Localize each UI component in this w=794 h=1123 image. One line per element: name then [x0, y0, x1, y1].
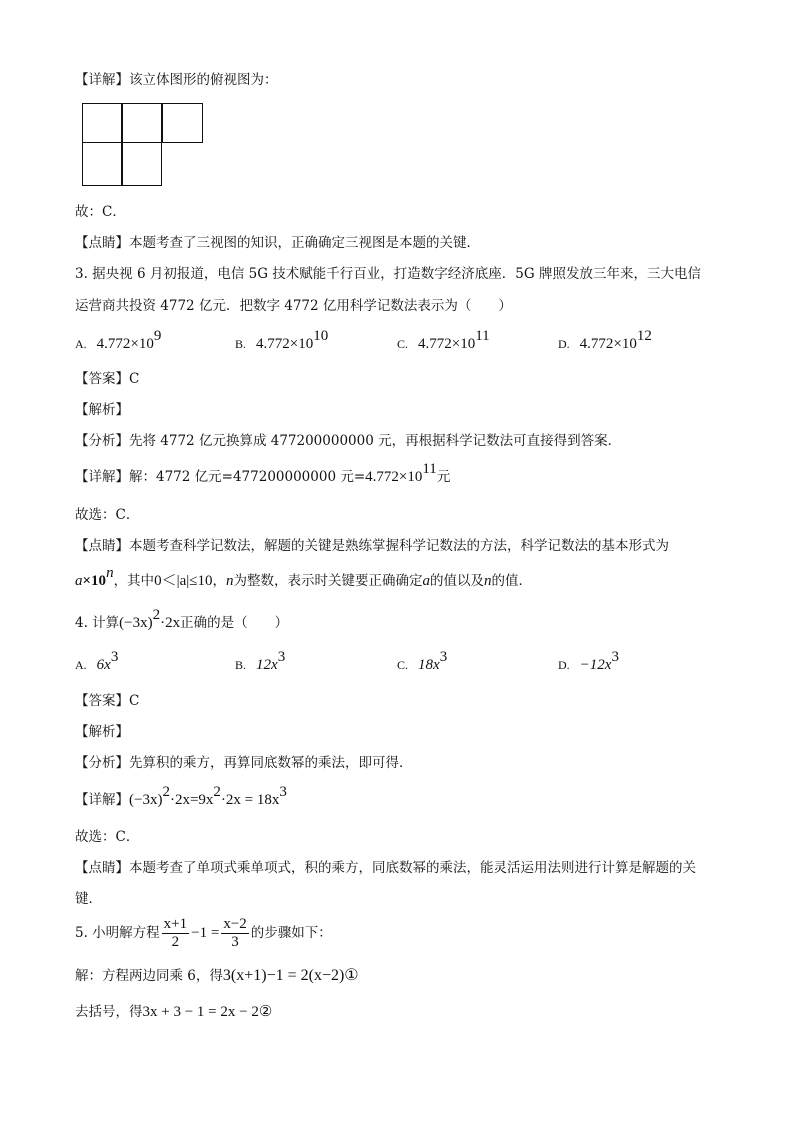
figure-cell: [82, 103, 122, 143]
q3-answer: 【答案】C: [75, 371, 140, 387]
option-exponent: 3: [439, 649, 448, 665]
detail-text: 【详解】解：4772 亿元=477200000000 元=: [75, 469, 366, 485]
option-value: 4.772×10: [579, 336, 637, 352]
q3-option-b: [235, 328, 329, 354]
q4-stem: [75, 607, 289, 633]
q3-answer-line: 故选：C．: [75, 507, 140, 523]
q4-analysis-heading: 【解析】: [75, 724, 129, 740]
q4-option-d: [558, 649, 619, 675]
q3-option-a: [75, 328, 162, 354]
option-exponent: 3: [110, 649, 119, 665]
detail-expr: ·2x=9x: [169, 792, 214, 808]
q5-stem: [75, 915, 332, 955]
inequality: 0＜|a|≤10: [154, 573, 213, 589]
q2-answer: 故：C．: [75, 204, 126, 220]
q2-detail: 【详解】该立体图形的俯视图为：: [75, 72, 278, 88]
q3-analysis: 【分析】先将 4772 亿元换算成 477200000000 元，再根据科学记数法可直接得到答案．: [75, 433, 622, 449]
fraction-right: [221, 916, 248, 951]
option-exponent: 10: [313, 328, 329, 344]
step-expr: 3(x+1)−1 = 2(x−2)①: [222, 967, 359, 984]
comment-text: 的值．: [491, 573, 532, 589]
var-a: a: [75, 573, 83, 589]
option-label: A.: [75, 337, 87, 351]
detail-expr: (−3x): [129, 792, 163, 808]
option-label: B.: [235, 337, 247, 351]
fraction-denominator: 3: [231, 934, 239, 950]
stem-text: 正确的是（ ）: [180, 615, 289, 631]
q4-answer-line: 故选：C．: [75, 829, 140, 845]
comment-text: ，其中: [113, 573, 155, 589]
option-value: −12x: [579, 657, 612, 673]
detail-exponent: 3: [279, 784, 287, 800]
top-view-figure: [82, 103, 206, 186]
figure-cell: [122, 142, 162, 186]
q4-comment-line2: 键．: [75, 891, 102, 907]
q3-comment-line1: 【点睛】本题考查科学记数法，解题的关键是熟练掌握科学记数法的方法，科学记数法的基本形式为: [75, 538, 669, 554]
times-ten: ×10: [82, 573, 107, 589]
var-n: n: [106, 565, 114, 581]
stem-text: 4. 计算: [75, 615, 120, 631]
stem-exponent: 2: [152, 607, 161, 623]
q5-step1: [75, 966, 359, 986]
comment-text: 的值以及: [429, 573, 484, 589]
fraction-numerator: x+1: [163, 916, 188, 932]
step-expr: 3x + 3 − 1 = 2x − 2②: [142, 1004, 273, 1020]
q3-stem-line1: 3. 据央视 6 月初报道，电信 5G 技术赋能千行百业，打造数字经济底座．5G 牌照发放三年来，三大电信: [75, 266, 701, 282]
q3-stem-line2: 运营商共投资 4772 亿元．把数字 4772 亿用科学记数法表示为（ ）: [75, 298, 512, 314]
q4-answer: 【答案】C: [75, 693, 140, 709]
fraction-left: [162, 916, 189, 951]
option-label: A.: [75, 658, 87, 672]
q3-detail: [75, 461, 451, 487]
detail-exponent: 2: [213, 784, 221, 800]
q4-option-c: [397, 649, 448, 675]
option-exponent: 9: [153, 328, 162, 344]
detail-expr: ·2x = 18x: [220, 792, 280, 808]
q3-analysis-heading: 【解析】: [75, 402, 129, 418]
var-a: a: [422, 573, 430, 589]
q4-analysis: 【分析】先算积的乘方，再算同底数幂的乘法，即可得．: [75, 755, 413, 771]
option-value: 12x: [256, 657, 278, 673]
q4-option-a: [75, 649, 119, 675]
fraction-denominator: 2: [171, 934, 180, 950]
detail-value: 4.772×10: [365, 469, 423, 485]
figure-cell: [122, 103, 162, 143]
detail-text: 【详解】: [75, 792, 129, 808]
fraction-numerator: x−2: [223, 916, 247, 932]
option-value: 4.772×10: [256, 336, 314, 352]
option-label: D.: [558, 658, 570, 672]
option-label: C.: [397, 337, 409, 351]
q4-comment-line1: 【点睛】本题考查了单项式乘单项式，积的乘方，同底数幂的乘法，能灵活运用法则进行计算是解题的关: [75, 860, 696, 876]
option-label: C.: [397, 658, 409, 672]
comment-text: 为整数，表示时关键要正确确定: [233, 573, 423, 589]
step-text: 解：方程两边同乘 6，得: [75, 968, 223, 984]
stem-expr: (−3x): [119, 615, 153, 631]
option-exponent: 12: [636, 328, 652, 344]
detail-exponent: 2: [162, 784, 170, 800]
figure-cell: [82, 142, 122, 186]
option-label: D.: [558, 337, 570, 351]
q3-option-c: [397, 328, 490, 354]
q5-step2: [75, 1002, 272, 1022]
var-n: n: [483, 573, 492, 589]
stem-text: 的步骤如下：: [250, 925, 332, 941]
option-value: 4.772×10: [418, 336, 476, 352]
option-exponent: 11: [475, 328, 490, 344]
option-exponent: 3: [611, 649, 619, 665]
option-value: 18x: [418, 657, 440, 673]
stem-expr: ·2x: [160, 615, 181, 631]
q3-comment-line2: $a\times 10^n$，其中0＜|a|≤10，n为整数，表示时关键要正确确定a的值以及n的值．: [75, 565, 532, 589]
figure-cell: [162, 103, 203, 143]
option-exponent: 3: [277, 649, 286, 665]
q2-comment: 【点睛】本题考查了三视图的知识，正确确定三视图是本题的关键．: [75, 235, 480, 251]
q4-detail: [75, 784, 287, 810]
stem-expr: −1 =: [191, 925, 220, 941]
q3-option-d: [558, 328, 652, 354]
option-value: 4.772×10: [96, 336, 154, 352]
option-label: B.: [235, 658, 247, 672]
stem-text: 5. 小明解方程: [75, 925, 160, 941]
detail-exponent: 11: [422, 461, 437, 477]
detail-unit: 元: [436, 469, 451, 485]
option-value: 6x: [96, 657, 111, 673]
step-text: 去括号，得: [75, 1004, 143, 1020]
var-n: n: [225, 573, 234, 589]
q4-option-b: [235, 649, 286, 675]
